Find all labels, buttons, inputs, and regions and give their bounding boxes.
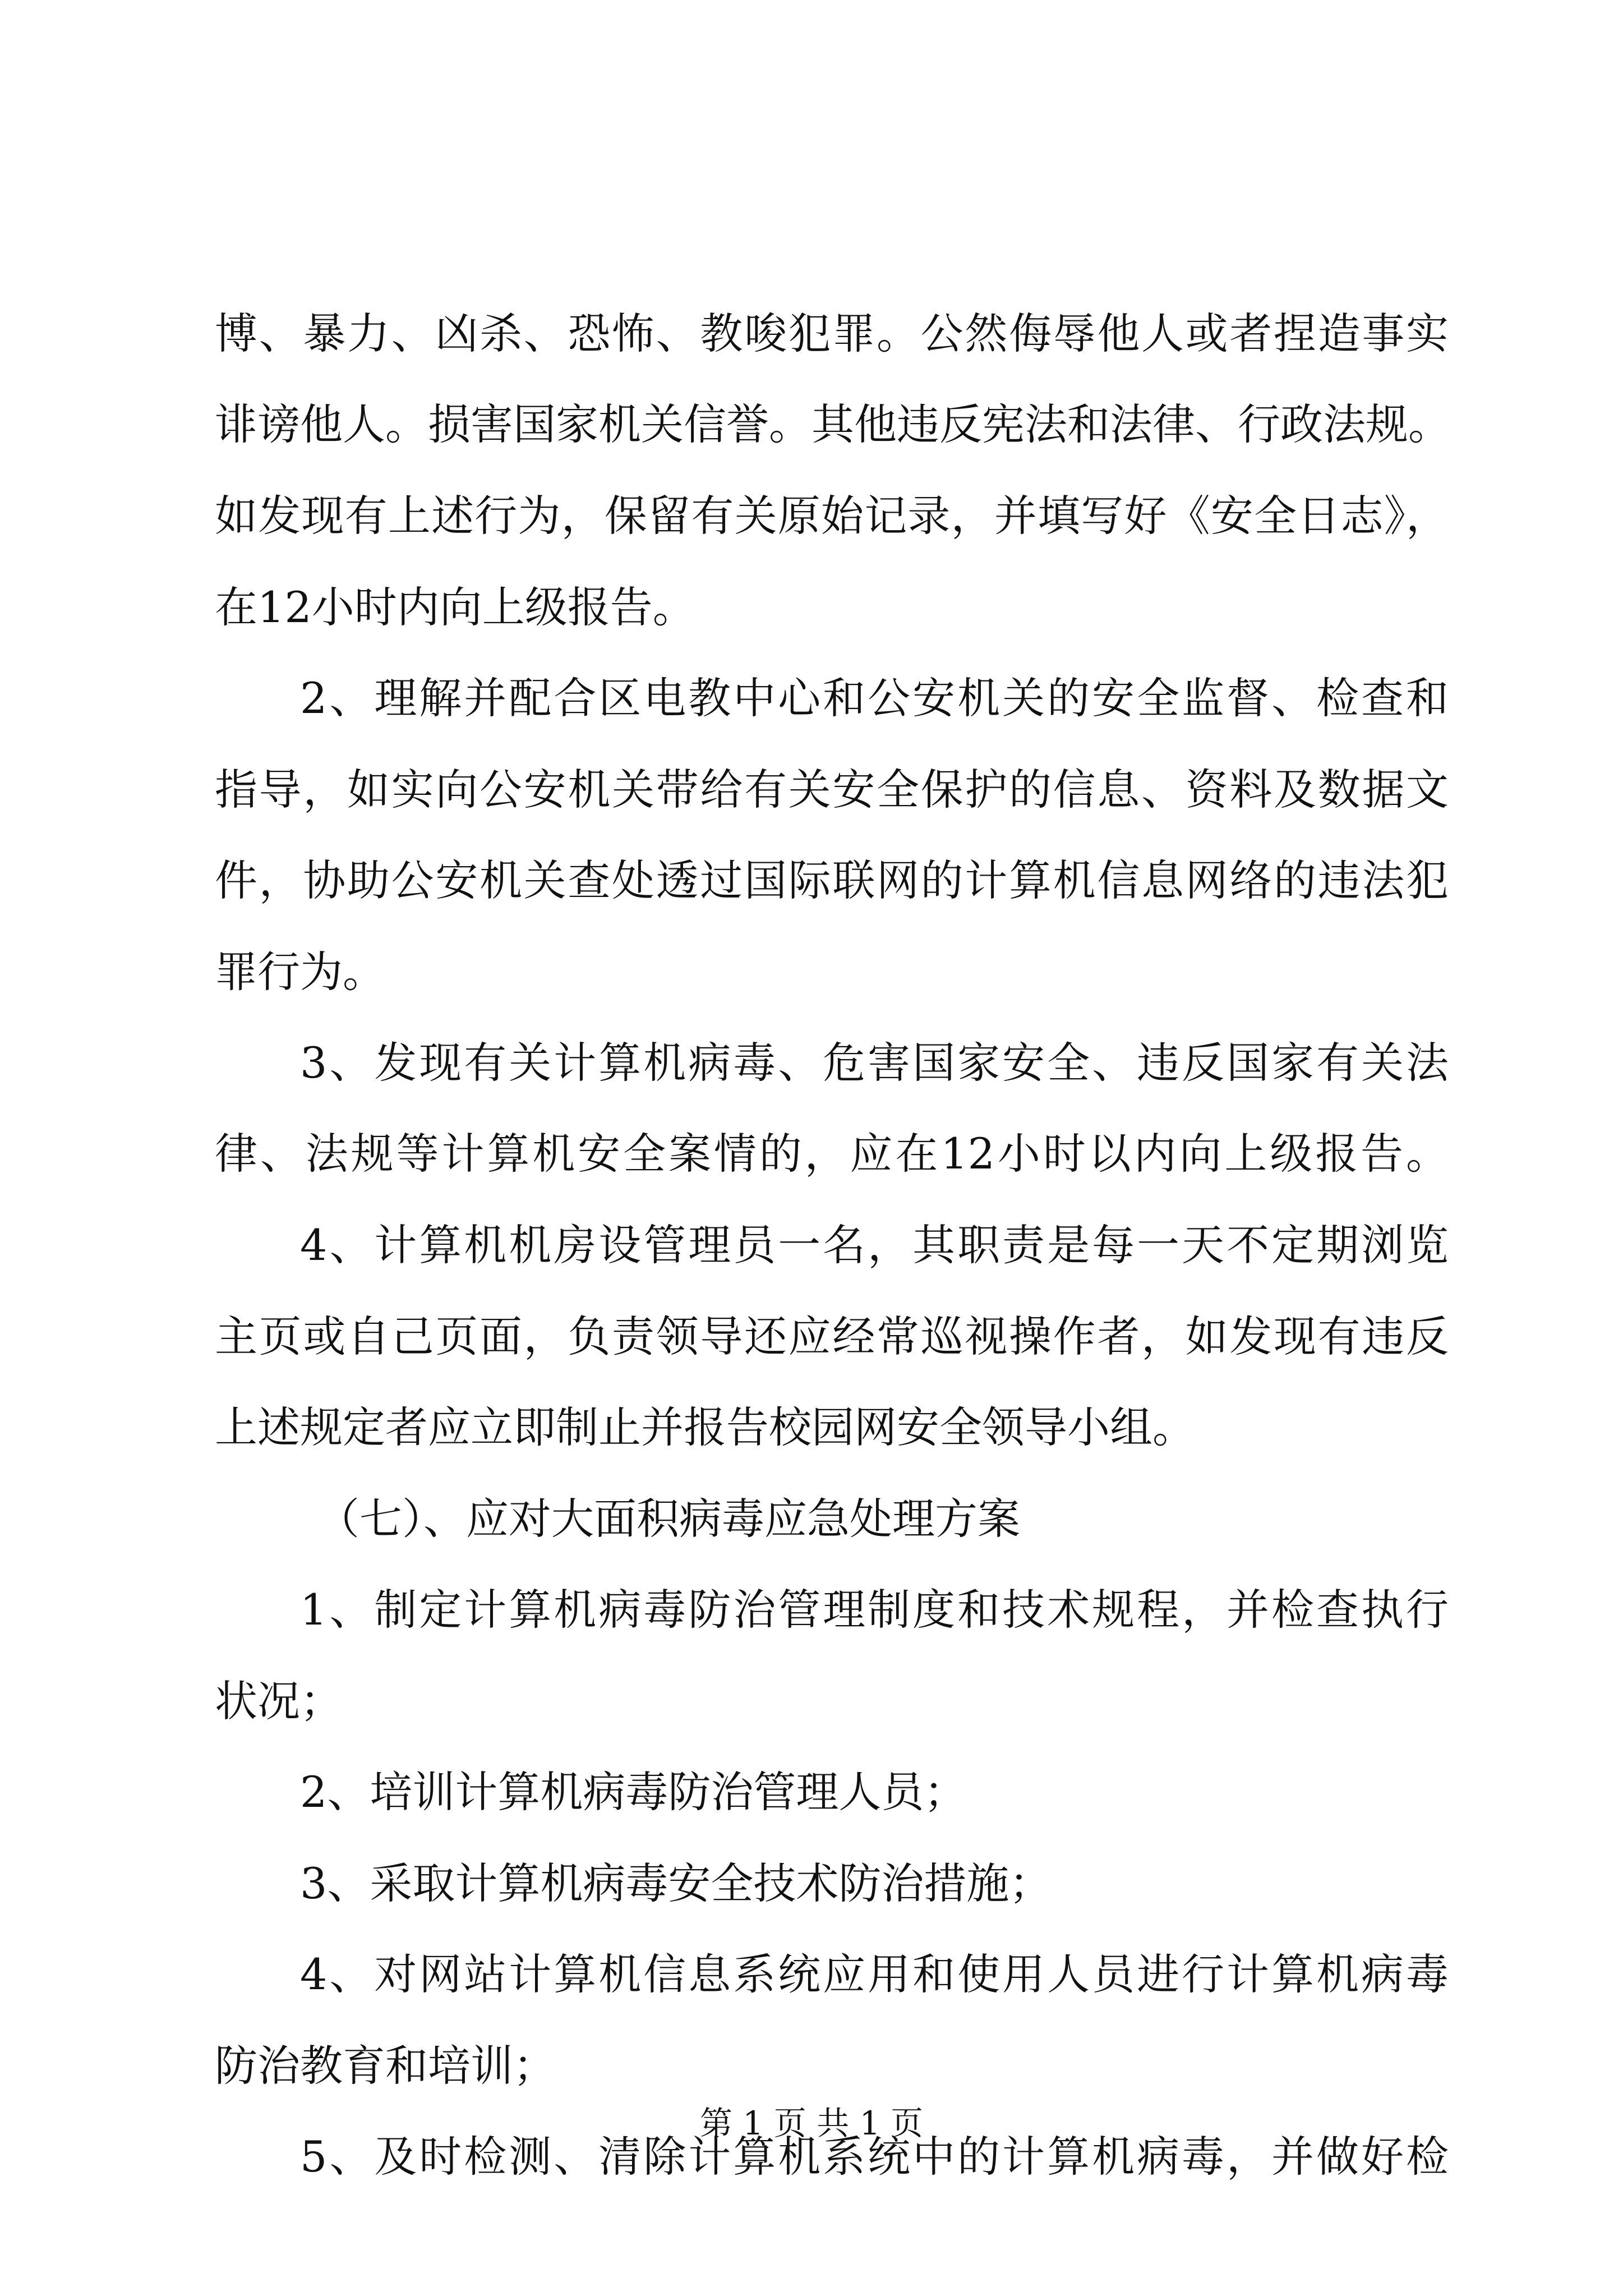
text-line: 2、培训计算机病毒防治管理人员；: [300, 1767, 967, 1817]
text-line: 件，协助公安机关查处透过国际联网的计算机信息网络的违法犯: [215, 855, 1449, 905]
text-line: 5、及时检测、清除计算机系统中的计算机病毒，并做好检: [300, 2132, 1449, 2182]
text-line: 主页或自己页面，负责领导还应经常巡视操作者，如发现有违反: [215, 1312, 1449, 1361]
text-line: 罪行为。: [215, 947, 385, 997]
text-line: 3、发现有关计算机病毒、危害国家安全、违反国家有关法: [300, 1038, 1449, 1088]
text-line: 4、对网站计算机信息系统应用和使用人员进行计算机病毒: [300, 1949, 1449, 1999]
text-line: 状况；: [215, 1676, 343, 1726]
text-line: 上述规定者应立即制止并报告校园网安全领导小组。: [215, 1402, 1195, 1452]
section-heading: （七）、应对大面积病毒应急处理方案: [317, 1494, 1020, 1544]
text-line: 3、采取计算机病毒安全技术防治措施；: [300, 1858, 1052, 1908]
text-line: 防治教育和培训；: [215, 2041, 556, 2091]
text-line: 在12小时内向上级报告。: [215, 582, 695, 632]
text-line: 律、法规等计算机安全案情的，应在12小时以内向上级报告。: [215, 1129, 1449, 1179]
text-line: 如发现有上述行为，保留有关原始记录，并填写好《安全日志》，: [215, 491, 1449, 541]
text-line: 2、理解并配合区电教中心和公安机关的安全监督、检查和: [300, 673, 1449, 723]
page-footer: 第 1 页 共 1 页: [700, 2104, 923, 2142]
text-line: 4、计算机机房设管理员一名，其职责是每一天不定期浏览: [300, 1220, 1449, 1270]
text-line: 博、暴力、凶杀、恐怖、教唆犯罪。公然侮辱他人或者捏造事实: [215, 309, 1449, 358]
text-line: 指导，如实向公安机关带给有关安全保护的信息、资料及数据文: [215, 765, 1449, 815]
text-line: 1、制定计算机病毒防治管理制度和技术规程，并检查执行: [300, 1585, 1449, 1635]
text-line: 诽谤他人。损害国家机关信誉。其他违反宪法和法律、行政法规。: [215, 399, 1451, 449]
